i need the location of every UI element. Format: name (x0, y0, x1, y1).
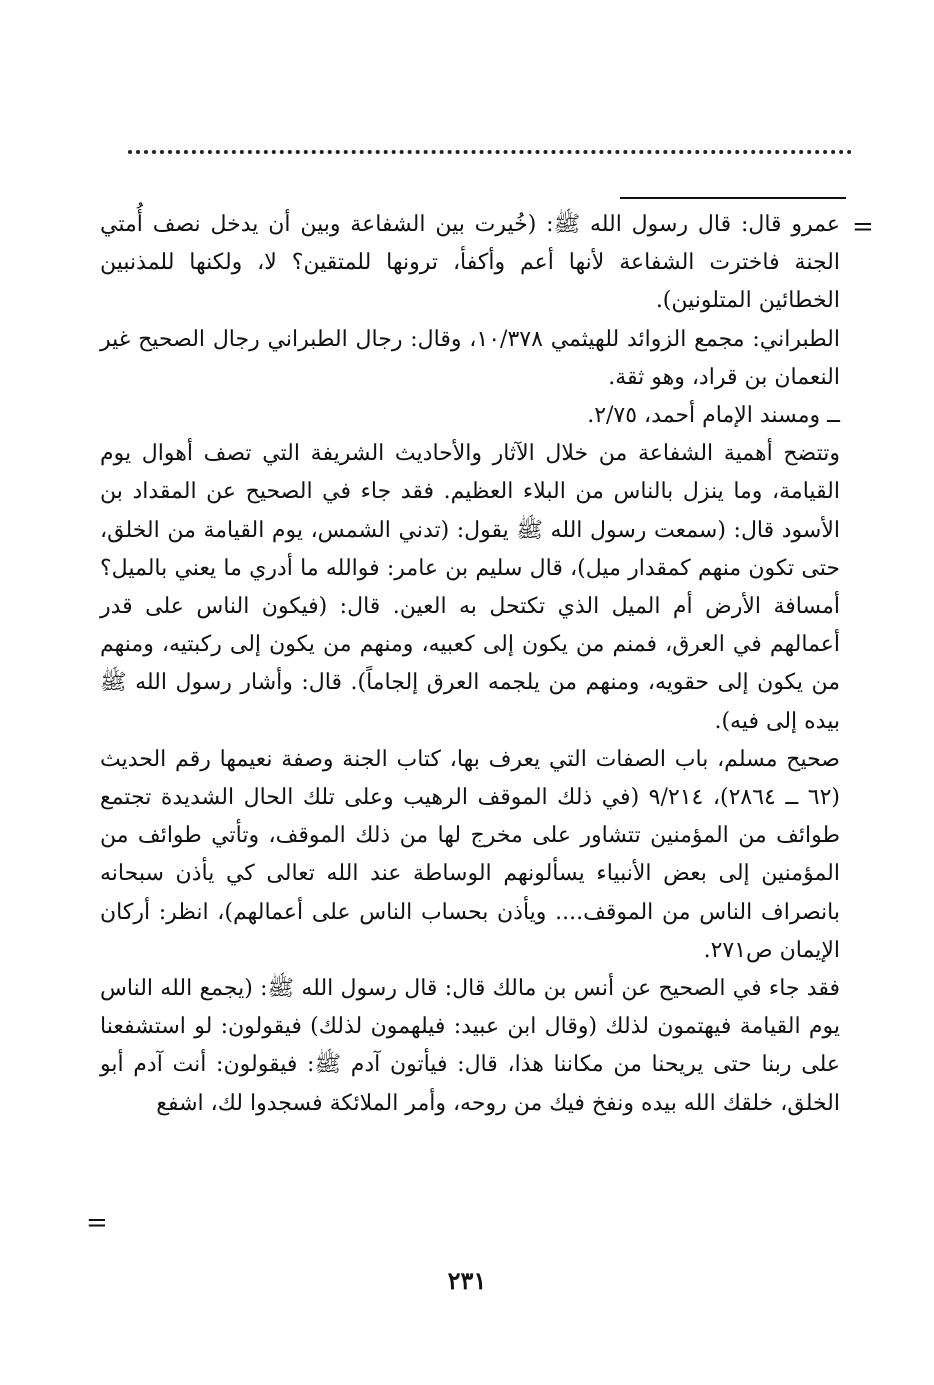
paragraph-2: الطبراني: مجمع الزوائد للهيثمي ١٠/٣٧٨، وقال: رجال الطبراني رجال الصحيح غير النعمان بن قراد، وهو ثقة. (100, 326, 840, 390)
page-number: ٢٣١ (447, 1266, 487, 1295)
footnote-text-body (100, 206, 840, 1123)
continuation-mark-top: = (852, 212, 874, 242)
continuation-mark-bottom: = (86, 1208, 108, 1238)
paragraph-1: عمرو قال: قال رسول الله ﷺ: (خُيرت بين الشفاعة وبين أن يدخل نصف أُمتي الجنة فاخترت الشفاعة لأنها أعم وأكفأ، ترونها للمتقين؟ لا، ولكنها للمذنبين الخطائين المتلونين). (100, 212, 840, 314)
paragraph-3: ــ ومسند الإمام أحمد، ٢/٧٥. (587, 403, 840, 429)
footnote-separator-line (620, 197, 846, 199)
paragraph-4: وتتضح أهمية الشفاعة من خلال الآثار والأحاديث الشريفة التي تصف أهوال يوم القيامة، وما ينزل بالناس من البلاء العظيم. فقد جاء في الصحيح عن المقداد بن الأسود قال: (سمعت رسول الله ﷺ يقول: (تدني الشمس، يوم القيامة من الخلق، حتى تكون منهم كمقدار ميل)، قال سليم بن عامر: فوالله ما أدري ما يعني بالميل؟ أمسافة الأرض أم الميل الذي تكتحل به العين. قال: (فيكون الناس على قدر أعمالهم في العرق، فمنم من يكون إلى كعبيه، ومنهم من يكون إلى ركبتيه، ومنهم من يكون إلى حقويه، ومنهم من يلجمه العرق إلجاماً). قال: وأشار رسول الله ﷺ بيده إلى فيه). (100, 441, 840, 734)
paragraph-5: صحيح مسلم، باب الصفات التي يعرف بها، كتاب الجنة وصفة نعيمها رقم الحديث (٦٢ ــ ٢٨٦٤)، ٩/٢١٤ (في ذلك الموقف الرهيب وعلى تلك الحال الشديدة تجتمع طوائف من المؤمنين تتشاور على مخرج لها من ذلك الموقف، وتأتي طوائف من المؤمنين إلى بعض الأنبياء يسألونهم الوساطة عند الله تعالى كي يأذن سبحانه بانصراف الناس من الموقف.... ويأذن بحساب الناس على أعمالهم)، انظر: أركان الإيمان ص٢٧١. (100, 746, 840, 963)
paragraph-6: فقد جاء في الصحيح عن أنس بن مالك قال: قال رسول الله ﷺ: (يجمع الله الناس يوم القيامة فيهتمون لذلك (وقال ابن عبيد: فيلهمون لذلك) فيقولون: لو استشفعنا على ربنا حتى يريحنا من مكاننا هذا، قال: فيأتون آدم ﷺ: فيقولون: أنت آدم أبو الخلق، خلقك الله بيده ونفخ فيك من روحه، وأمر الملائكة فسجدوا لك، اشفع (100, 976, 840, 1116)
header-dotted-divider (128, 150, 852, 154)
